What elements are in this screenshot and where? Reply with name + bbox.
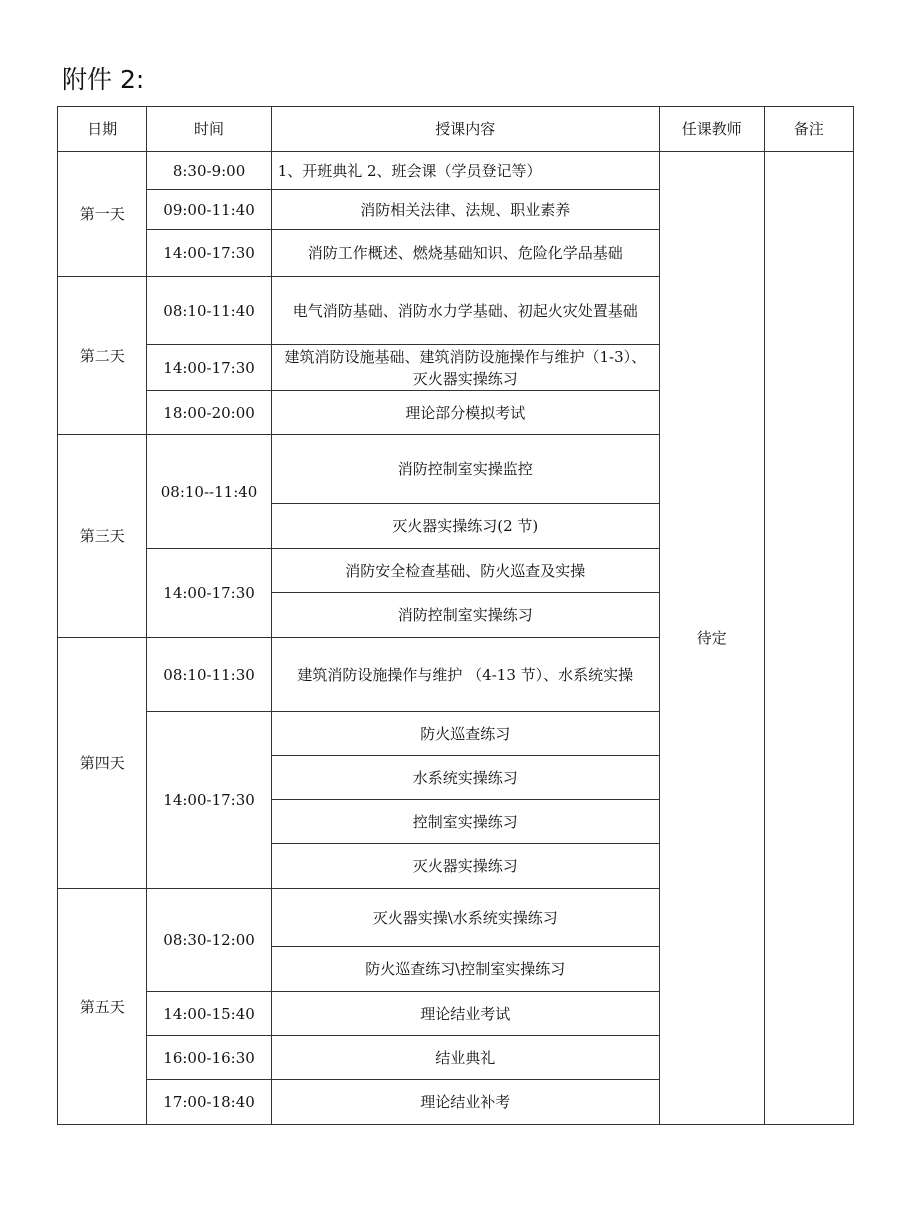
schedule-table	[57, 106, 854, 1125]
header-time: 时间	[147, 107, 271, 152]
content-cell: 1、开班典礼 2、班会课（学员登记等）	[271, 152, 659, 190]
document-title: 附件 2:	[62, 65, 145, 94]
content-cell: 灭火器实操练习	[271, 844, 659, 889]
content-cell: 建筑消防设施基础、建筑消防设施操作与维护（1-3）、灭火器实操练习	[271, 345, 659, 391]
content-cell: 理论部分模拟考试	[271, 391, 659, 435]
day-label: 第二天	[58, 277, 147, 435]
content-cell: 建筑消防设施操作与维护 （4-13 节）、水系统实操	[271, 638, 659, 712]
time-cell: 14:00-15:40	[147, 992, 271, 1036]
content-cell: 控制室实操练习	[271, 800, 659, 844]
teacher-cell: 待定	[659, 152, 764, 1125]
content-cell: 防火巡查练习	[271, 712, 659, 756]
content-cell: 消防控制室实操练习	[271, 593, 659, 638]
day-label: 第三天	[58, 435, 147, 638]
content-cell: 理论结业考试	[271, 992, 659, 1036]
day-label: 第五天	[58, 889, 147, 1125]
time-cell: 08:30-12:00	[147, 889, 271, 992]
content-cell: 消防控制室实操监控	[271, 435, 659, 504]
time-cell: 08:10-11:30	[147, 638, 271, 712]
content-cell: 结业典礼	[271, 1036, 659, 1080]
time-cell: 08:10--11:40	[147, 435, 271, 549]
day-label: 第四天	[58, 638, 147, 889]
time-cell: 08:10-11:40	[147, 277, 271, 345]
table-row	[58, 152, 854, 190]
header-note: 备注	[764, 107, 853, 152]
day-label: 第一天	[58, 152, 147, 277]
content-cell: 水系统实操练习	[271, 756, 659, 800]
time-cell: 16:00-16:30	[147, 1036, 271, 1080]
content-cell: 理论结业补考	[271, 1080, 659, 1125]
content-cell: 消防工作概述、燃烧基础知识、危险化学品基础	[271, 230, 659, 277]
content-cell: 消防相关法律、法规、职业素养	[271, 190, 659, 230]
content-cell: 防火巡查练习\控制室实操练习	[271, 947, 659, 992]
header-row	[58, 107, 854, 152]
header-teacher: 任课教师	[659, 107, 764, 152]
time-cell: 14:00-17:30	[147, 230, 271, 277]
time-cell: 14:00-17:30	[147, 549, 271, 638]
time-cell: 17:00-18:40	[147, 1080, 271, 1125]
time-cell: 14:00-17:30	[147, 345, 271, 391]
header-content: 授课内容	[271, 107, 659, 152]
content-cell: 灭火器实操练习(2 节)	[271, 504, 659, 549]
content-cell: 灭火器实操\水系统实操练习	[271, 889, 659, 947]
content-cell: 电气消防基础、消防水力学基础、初起火灾处置基础	[271, 277, 659, 345]
time-cell: 18:00-20:00	[147, 391, 271, 435]
header-date: 日期	[58, 107, 147, 152]
time-cell: 09:00-11:40	[147, 190, 271, 230]
note-cell	[764, 152, 853, 1125]
time-cell: 14:00-17:30	[147, 712, 271, 889]
content-cell: 消防安全检查基础、防火巡查及实操	[271, 549, 659, 593]
time-cell: 8:30-9:00	[147, 152, 271, 190]
